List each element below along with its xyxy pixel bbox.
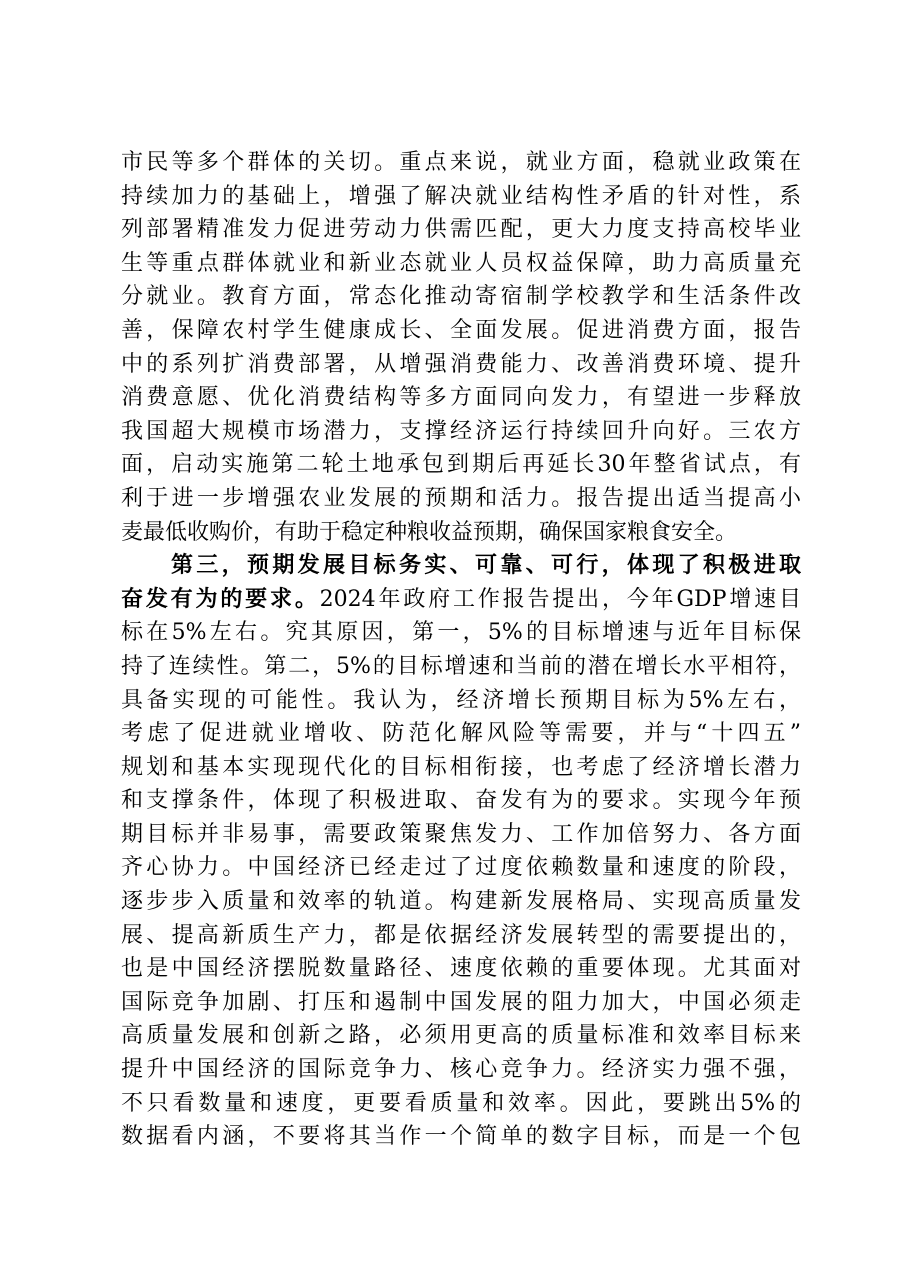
text-run: 列部署精准发力促进劳动力供需匹配，更大力度支持高校毕业 bbox=[121, 217, 801, 243]
text-run: 高质量发展和创新之路，必须用更高的质量标准和效率目标来 bbox=[121, 1023, 801, 1049]
bold-run: 奋发有为的要求。 bbox=[121, 585, 320, 612]
text-line bbox=[121, 885, 801, 919]
text-line bbox=[121, 650, 801, 684]
bold-run: 第三，预期发展目标务实、可靠、可行，体现了积极进取 bbox=[171, 552, 801, 579]
text-line bbox=[121, 180, 801, 214]
text-line bbox=[121, 348, 801, 382]
text-line bbox=[121, 583, 801, 617]
text-line bbox=[121, 717, 801, 751]
text-run: 数据看内涵，不要将其当作一个简单的数字目标，而是一个包 bbox=[121, 1124, 801, 1150]
text-run: 提升中国经济的国际竞争力、核心竞争力。经济实力强不强， bbox=[121, 1057, 801, 1083]
text-run: 和支撑条件，体现了积极进取、奋发有为的要求。实现今年预 bbox=[121, 788, 801, 814]
text-line bbox=[121, 314, 801, 348]
text-run: 国际竞争加剧、打压和遏制中国发展的阻力加大，中国必须走 bbox=[121, 989, 801, 1015]
text-run: 展、提高新质生产力，都是依据经济发展转型的需要提出的， bbox=[121, 922, 801, 948]
text-line bbox=[121, 415, 801, 449]
text-run: 具备实现的可能性。我认为，经济增长预期目标为5%左右， bbox=[121, 687, 801, 713]
text-line bbox=[121, 280, 801, 314]
text-line bbox=[121, 1019, 801, 1053]
text-run: 齐心协力。中国经济已经走过了过度依赖数量和速度的阶段， bbox=[121, 855, 801, 881]
text-line bbox=[121, 851, 801, 885]
text-line bbox=[121, 247, 801, 281]
text-run: 也是中国经济摆脱数量路径、速度依赖的重要体现。尤其面对 bbox=[121, 956, 801, 982]
text-run: 持了连续性。第二，5%的目标增速和当前的潜在增长水平相符， bbox=[121, 653, 801, 679]
text-line bbox=[121, 482, 801, 516]
text-line bbox=[121, 213, 801, 247]
text-line bbox=[121, 616, 801, 650]
text-run: 2024年政府工作报告提出，今年GDP增速目 bbox=[319, 586, 801, 612]
text-run: 麦最低收购价，有助于稳定种粮收益预期，确保国家粮食安全。 bbox=[121, 519, 738, 545]
text-line bbox=[121, 919, 801, 953]
section-heading-line bbox=[121, 549, 801, 583]
text-run: 逐步步入质量和效率的轨道。构建新发展格局、实现高质量发 bbox=[121, 889, 801, 915]
text-line bbox=[121, 516, 801, 550]
text-run: 考虑了促进就业增收、防范化解风险等需要，并与“十四五” bbox=[121, 721, 801, 747]
text-run: 持续加力的基础上，增强了解决就业结构性矛盾的针对性，系 bbox=[121, 183, 801, 209]
text-line bbox=[121, 952, 801, 986]
text-run: 善，保障农村学生健康成长、全面发展。促进消费方面，报告 bbox=[121, 317, 801, 343]
text-line bbox=[121, 1053, 801, 1087]
text-run: 不只看数量和速度，更要看质量和效率。因此，要跳出5%的 bbox=[121, 1090, 801, 1116]
text-line bbox=[121, 684, 801, 718]
text-line bbox=[121, 751, 801, 785]
text-line bbox=[121, 818, 801, 852]
text-line bbox=[121, 146, 801, 180]
text-run: 期目标并非易事，需要政策聚焦发力、工作加倍努力、各方面 bbox=[121, 821, 801, 847]
text-run: 利于进一步增强农业发展的预期和活力。报告提出适当提高小 bbox=[121, 485, 801, 511]
text-run: 面，启动实施第二轮土地承包到期后再延长30年整省试点，有 bbox=[121, 452, 801, 478]
text-line bbox=[121, 1087, 801, 1121]
text-run: 消费意愿、优化消费结构等多方面同向发力，有望进一步释放 bbox=[121, 385, 801, 411]
text-run: 规划和基本实现现代化的目标相衔接，也考虑了经济增长潜力 bbox=[121, 754, 801, 780]
body-text bbox=[121, 146, 801, 1154]
text-run: 中的系列扩消费部署，从增强消费能力、改善消费环境、提升 bbox=[121, 351, 801, 377]
text-run: 生等重点群体就业和新业态就业人员权益保障，助力高质量充 bbox=[121, 250, 801, 276]
text-line bbox=[121, 381, 801, 415]
text-run: 分就业。教育方面，常态化推动寄宿制学校教学和生活条件改 bbox=[121, 284, 801, 310]
text-line bbox=[121, 1120, 801, 1154]
text-line bbox=[121, 448, 801, 482]
text-run: 我国超大规模市场潜力，支撑经济运行持续回升向好。三农方 bbox=[121, 418, 801, 444]
text-run: 标在5%左右。究其原因，第一，5%的目标增速与近年目标保 bbox=[121, 620, 801, 646]
text-line bbox=[121, 986, 801, 1020]
text-run: 市民等多个群体的关切。重点来说，就业方面，稳就业政策在 bbox=[121, 150, 801, 175]
text-line bbox=[121, 784, 801, 818]
